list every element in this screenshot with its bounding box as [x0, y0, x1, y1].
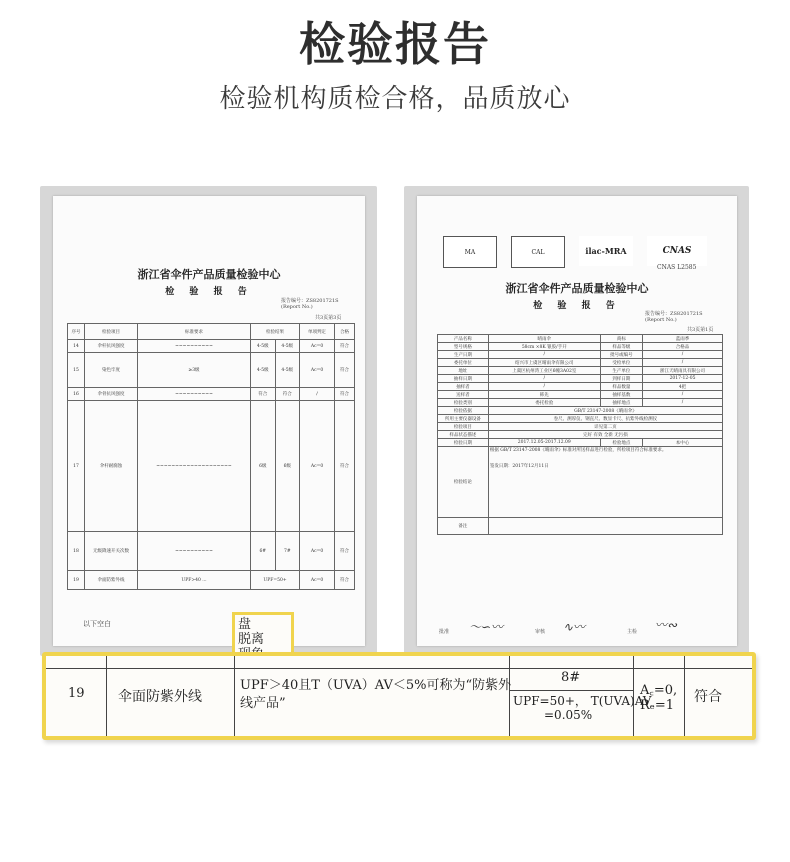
table-row: 检验结论 根据 GB/T 23147-2008《晴雨伞》标准对所送样品进行检验，所检项目符合标准要求。 签发日期：2017年12月11日 [438, 447, 723, 518]
conclusion-text: 根据 GB/T 23147-2008《晴雨伞》标准对所送样品进行检验，所检项目符合标准要求。 [489, 448, 667, 453]
table-row: 送样者 韩先 抽样基数 / [438, 391, 723, 399]
table-row: 生产日期 / 批号或编号 / [438, 351, 723, 359]
row-number: 19 [68, 686, 85, 701]
pointer-line: 脱离 [238, 632, 265, 647]
requirement-line-1: UPF＞40且T（UVA）AV＜5%可称为“防紫外 [240, 678, 512, 693]
report-number-en: (Report No.) [281, 304, 313, 310]
measure-line-2: =0.05% [544, 708, 593, 722]
zoomed-table-row [42, 652, 756, 740]
table-row: 检验项目 详见第二页 [438, 423, 723, 431]
org-name: 浙江省伞件产品质量检验中心 [137, 268, 281, 281]
issue-date: 签发日期：2017年12月11日 [489, 464, 549, 469]
inspector-label: 主检 [627, 629, 638, 635]
page-subtitle: 检验机构质检合格，品质放心 [219, 84, 571, 114]
table-row: 产品名称 晴雨伞 商标 蓝雨季 [438, 335, 723, 343]
table-row: 地址 上虞区杭州湾工业区6幢3A02室 生产单位 浙江天晴雨具有限公司 [438, 367, 723, 375]
table-row: 检验日期 2017.12.05-2017.12.09 检验地点 本中心 [438, 439, 723, 447]
table-row: 所用主要仪器设备 卷尺、测厚仪、钢直尺、数显卡尺、抗紫外线检测仪 [438, 415, 723, 423]
page-count: 共3页第3页 [315, 315, 342, 321]
reviewer-label: 审核 [535, 629, 546, 635]
column-divider [106, 656, 107, 736]
judgement-line-2: Rₑ=1 [640, 698, 674, 713]
zoom-pointer [232, 612, 294, 652]
cal-logo: CAL [511, 236, 565, 268]
approver-label: 批准 [439, 629, 450, 635]
column-divider [509, 656, 510, 736]
row-divider [46, 668, 752, 669]
table-row: 抽样者 / 样品数量 4把 [438, 383, 723, 391]
report-page-1 [417, 196, 737, 646]
report-number-en: (Report No.) [645, 317, 677, 323]
judgement-line-1: A꜀=0, [640, 683, 678, 698]
column-divider [234, 656, 235, 736]
report-panel-right [404, 186, 749, 656]
reviewer-signature: ∿〰 [563, 620, 586, 634]
table-row: 样品状态描述 完好 有效 全新 无污损 [438, 431, 723, 439]
item-name: 伞面防紫外线 [118, 689, 202, 705]
approver-signature: 〜∽〰 [469, 620, 504, 634]
requirement-line-2: 线产品” [240, 696, 286, 711]
ilac-logo: ilac-MRA [579, 236, 633, 266]
table-row: 备注 [438, 518, 723, 535]
info-table [437, 334, 723, 535]
inspector-signature: 〰∾ [655, 618, 678, 632]
table-row: 型号规格 58cm ×8K 银胶/手开 样品等级 合格品 [438, 343, 723, 351]
page-title: 检验报告 [299, 17, 491, 71]
cell-divider [509, 690, 633, 691]
org-name: 浙江省伞件产品质量检验中心 [505, 282, 649, 295]
table-row: 15 染色牢度 ≥3级 4-5级 4-5级 Ac=0 符合 [68, 353, 355, 388]
report-title: 检 验 报 告 [165, 287, 253, 297]
page-count: 共3页第1页 [687, 327, 714, 333]
cnas-logo: CNAS [647, 236, 707, 266]
result: 符合 [694, 689, 722, 705]
footer-note: 以下空白 [83, 620, 111, 628]
table-row: 14 伞杆抗风强度 ~~~~~~~~~~ 4-5级 4-5级 Ac=0 符合 [68, 340, 355, 353]
report-page-2 [53, 196, 365, 646]
cma-logo: MA [443, 236, 497, 268]
table-row: 抽样日期 / 到样日期 2017-12-05 [438, 375, 723, 383]
table-row: 16 伞骨抗风强度 ~~~~~~~~~~ 符合 符合 / 符合 [68, 388, 355, 401]
report-number: 报告编号：ZS8201721S [281, 298, 339, 304]
report-number: 报告编号：ZS8201721S [645, 311, 703, 317]
table-row: 18 无级降速开关次数 ~~~~~~~~~~ 6# 7# Ac=0 符合 [68, 532, 355, 571]
table-row: 17 伞杆耐腐蚀 ~~~~~~~~~~~~~~~~~~~~ 6级 6级 Ac=0 符合 [68, 401, 355, 532]
pointer-line: 盘 [238, 617, 252, 632]
measure-line-1: UPF=50+， T(UVA)AV [513, 694, 652, 708]
report-title: 检 验 报 告 [533, 301, 621, 311]
table-row: 委托单位 绍兴市上虞区晴雨伞有限公司 受检单位 / [438, 359, 723, 367]
report-panel-left [40, 186, 377, 656]
cnas-number: CNAS L2585 [657, 264, 697, 271]
table-row: 19 伞面防紫外线 UPF>40 ... UPF=50+ Ac=0 符合 [68, 571, 355, 590]
inspection-table: 序号 检验项目 标准要求 检验结果 单项判定 合格 14 伞杆抗风强度 ~~~~~~~~~~ 4-5级 4-5级 Ac=0 符合 15 染色牢度 ≥3级 4-5级 4-5级 Ac=0 符合 16 伞骨抗风强度 ~~~~~~~~~~ 符合 符合 / 符合 17 伞杆耐腐蚀 ~~~~~~~~~~~~~~~~~~~~ 6级 6级 Ac=0 符合 18 无级降速开关次数 ~~~~~~~~~~ 6# 7# Ac=0 符合 19 伞面防紫外线 UPF>40 ... UPF=50+ Ac=0 符合 [67, 323, 355, 590]
table-row: 检验依据 GB/T 23147-2008《晴雨伞》 [438, 407, 723, 415]
table-row: 检验类别 委托检验 抽样地点 / [438, 399, 723, 407]
column-divider [684, 656, 685, 736]
sample-id: 8# [561, 670, 581, 685]
